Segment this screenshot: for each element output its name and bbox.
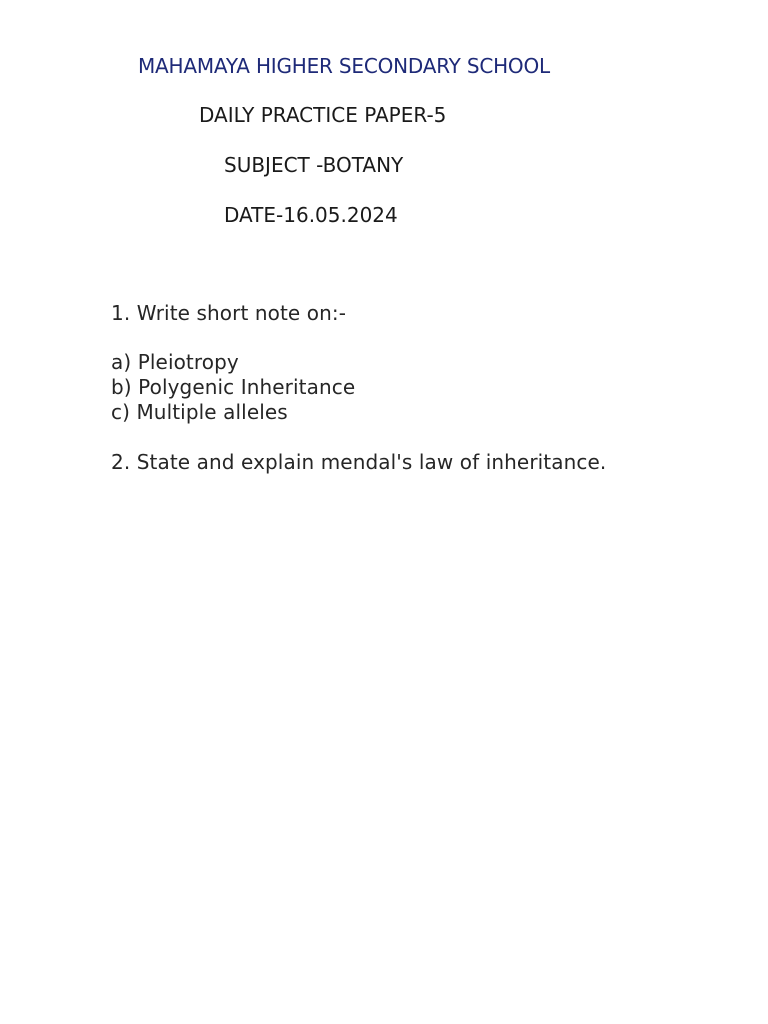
subject-label: SUBJECT -BOTANY	[224, 153, 404, 177]
question-1-option-c: c) Multiple alleles	[111, 400, 288, 424]
question-1: 1. Write short note on:-	[111, 301, 347, 325]
paper-title: DAILY PRACTICE PAPER-5	[199, 103, 447, 127]
question-2: 2. State and explain mendal's law of inheritance.	[111, 450, 607, 474]
question-1-option-b: b) Polygenic Inheritance	[111, 375, 356, 399]
date-label: DATE-16.05.2024	[224, 203, 398, 227]
school-name: MAHAMAYA HIGHER SECONDARY SCHOOL	[138, 54, 550, 78]
question-1-option-a: a) Pleiotropy	[111, 350, 239, 374]
